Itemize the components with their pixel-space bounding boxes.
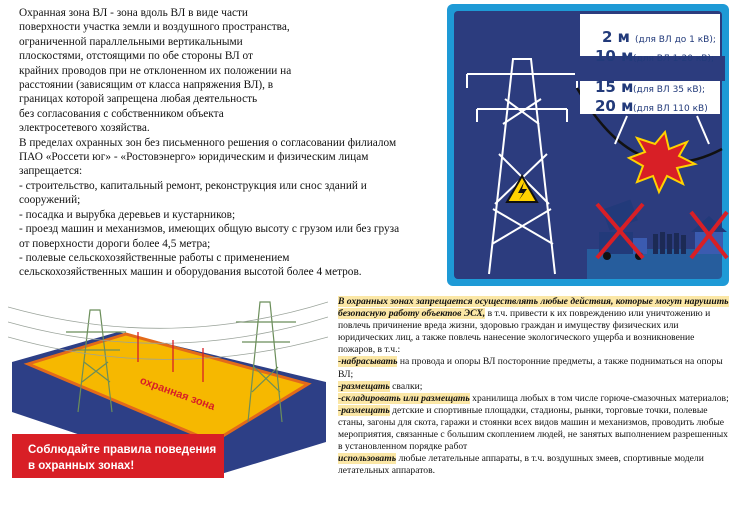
people-icon bbox=[653, 232, 686, 254]
list-item: - строительство, капитальный ремонт, реконструкция или снос зданий и сооружений; bbox=[19, 179, 367, 207]
list-item: - посадка и вырубка деревьев и кустарников; bbox=[19, 208, 236, 221]
banner-line: в охранных зонах! bbox=[28, 460, 135, 472]
list-item: -размещать свалки; bbox=[338, 380, 423, 392]
distance-note: (для ВЛ 1-20 кВ); bbox=[633, 54, 715, 64]
distance-value: 20 м bbox=[595, 97, 634, 115]
distance-note: (для ВЛ 35 кВ); bbox=[633, 85, 706, 95]
lead-paragraph: В охранных зонах запрещается осуществлять любые действия, которые могут нарушить безопасную работу объектов ЭСХ, в т.ч. привести к их повреждению или уничтожению и повлечь причинение вреда жизни, здоровью граждан и имуществу физических или юридических лиц, а также повлечь нанесение экологического ущерба и возникновение пожаров, в т.ч.: bbox=[338, 296, 729, 356]
distance-value: 2 м bbox=[602, 28, 630, 46]
zone-label: охранная зона bbox=[138, 374, 217, 413]
prohibition-list bbox=[19, 179, 439, 280]
zone-definition-text bbox=[19, 6, 439, 280]
prohibited-actions-text bbox=[338, 296, 730, 477]
list-item: использовать любые летательные аппараты, в т.ч. воздушных змеев, спортивные модели летательных аппаратов. bbox=[338, 453, 704, 477]
list-item: -размещать детские и спортивные площадки, стадионы, рынки, торговые точки, полевые станы, загоны для скота, гаражи и стоянки всех видов машин и механизмов, проводить любые мероприятия, связанные с большим скоплением людей, не занятых выполнением разрешенных в установленном порядке работ bbox=[338, 404, 728, 453]
prohibition-paragraph: В пределах охранных зон без письменного решения о согласовании филиалом ПАО «Россети юг» - «Ростовэнерго» юридическим и физическим лицам запрещается: bbox=[19, 136, 397, 178]
list-item: - проезд машин и механизмов, имеющих общую высоту с грузом или без груза от поверхности дороги более 4,5 метра; bbox=[19, 223, 400, 250]
list-item: -складировать или размещать хранилища любых в том числе горюче-смазочных материалов; bbox=[338, 392, 729, 404]
protection-zone-illustration bbox=[8, 292, 328, 478]
list-item: - полевые сельскохозяйственные работы с применением сельскохозяйственных машин и оборудования высотой более 4 метров. bbox=[19, 251, 362, 279]
distance-value: 15 м bbox=[595, 78, 634, 96]
banner-line: Соблюдайте правила поведения bbox=[28, 444, 217, 456]
distance-note: (для ВЛ до 1 кВ); bbox=[635, 35, 716, 45]
lead-highlight: В охранных зонах запрещается осуществлять любые действия, которые могут нарушить безопасную работу объектов ЭСХ, bbox=[338, 296, 729, 320]
intro-paragraph: Охранная зона ВЛ - зона вдоль ВЛ в виде части поверхности участка земли и воздушного пространства, ограниченной параллельными вертикальными плоскостями, отстоящими по обе стороны ВЛ от крайних проводов при не отклоненном их положении на расстоянии (зависящим от класса напряжения ВЛ), в границах которой запрещена любая деятельность без согласования с собственником объекта электросетевого хозяйства. bbox=[19, 7, 292, 135]
list-item: -набрасывать на провода и опоры ВЛ посторонние предметы, а также подниматься на опоры ВЛ; bbox=[338, 356, 723, 380]
distance-note: (для ВЛ 110 кВ) bbox=[633, 104, 708, 114]
distance-value: 10 м bbox=[595, 47, 634, 65]
distance-infographic bbox=[447, 4, 729, 286]
